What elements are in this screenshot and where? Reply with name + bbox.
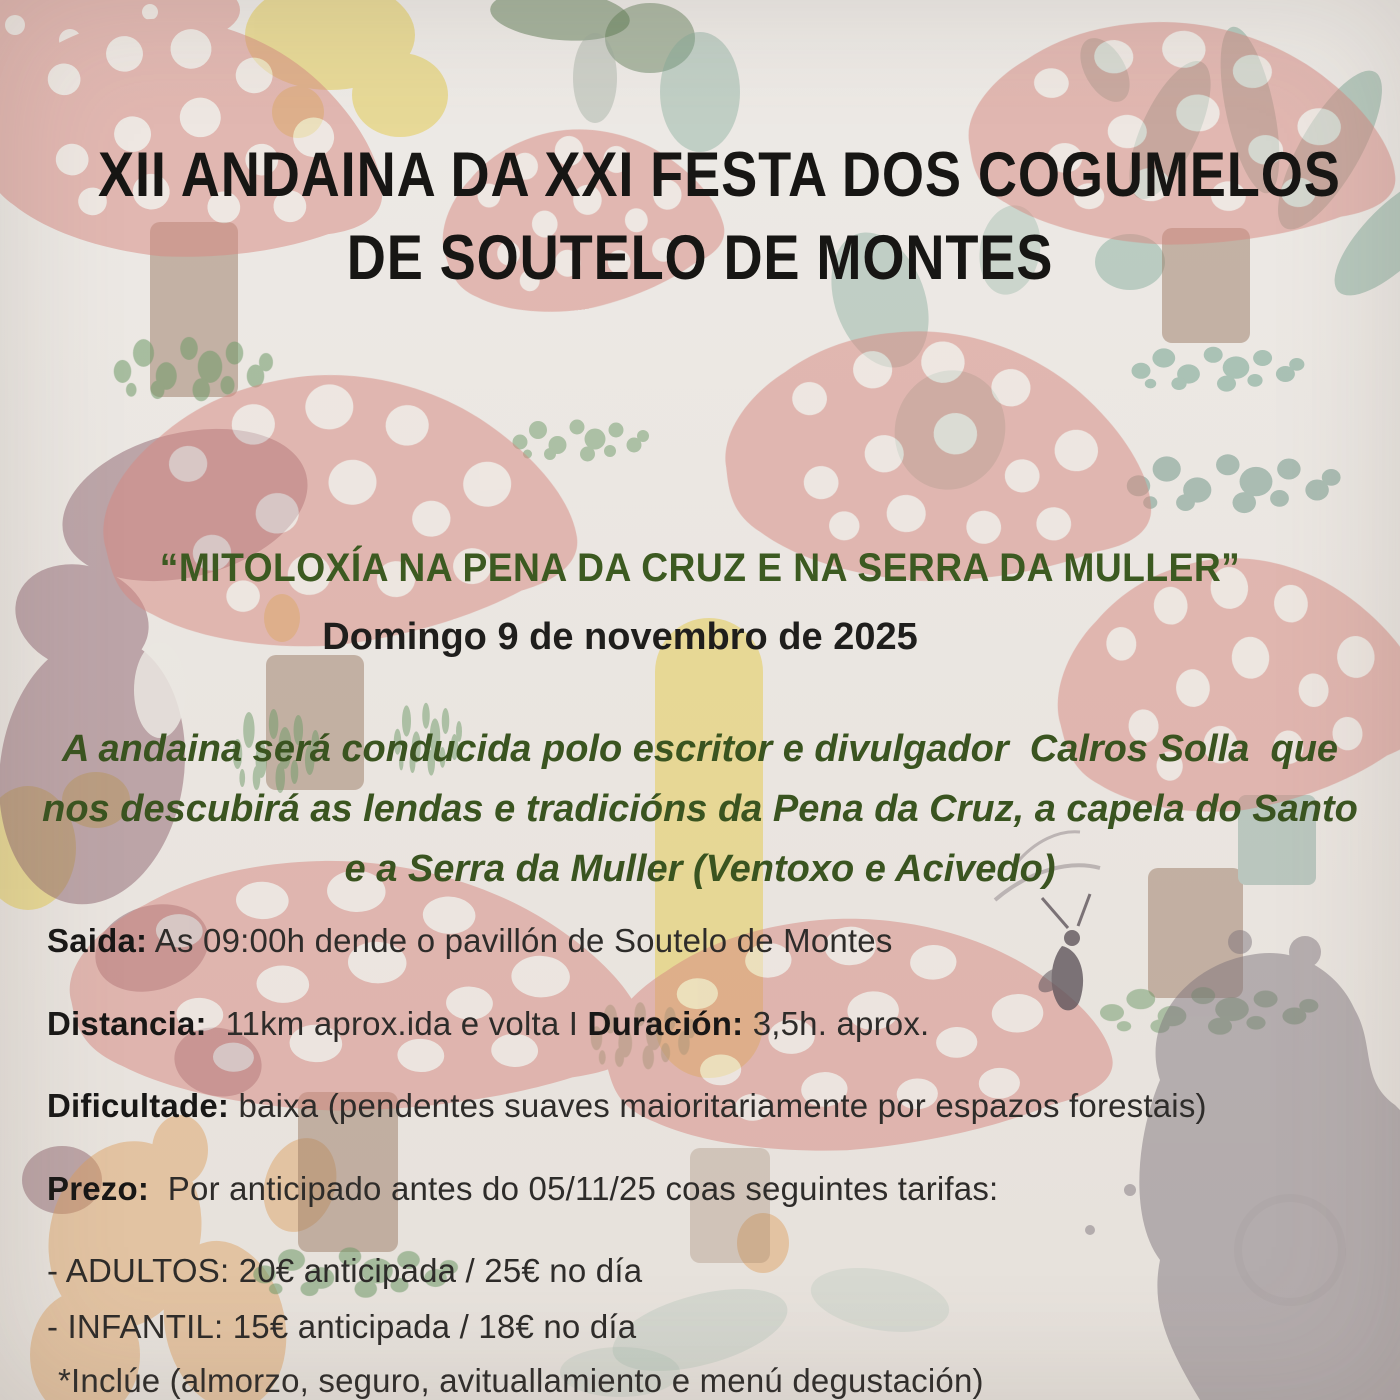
detail-distancia-duracion	[47, 1005, 929, 1043]
duracion-text: 3,5h. aprox.	[743, 1005, 930, 1042]
duracion-label: Duración:	[587, 1005, 744, 1042]
intro-line-2: nos descubirá as lendas e tradicións da Pena da Cruz, a capela do Santo	[42, 788, 1358, 830]
prezo-label: Prezo:	[47, 1170, 150, 1207]
prezo-text: Por anticipado antes do 05/11/25 coas seguintes tarifas:	[149, 1170, 999, 1207]
detail-prezo	[47, 1170, 998, 1208]
saida-label: Saida:	[47, 922, 148, 959]
price-adultos: - ADULTOS: 20€ anticipada / 25€ no día	[47, 1252, 643, 1289]
theme-heading: “MITOLOXÍA NA PENA DA CRUZ E NA SERRA DA MULLER”	[159, 546, 1241, 590]
price-includes-note: *Inclúe (almorzo, seguro, avituallamiento e menú degustación)	[58, 1362, 984, 1399]
title-line-2: DE SOUTELO DE MONTES	[346, 223, 1054, 293]
distancia-text: 11km aprox.ida e volta I	[206, 1005, 588, 1042]
dificultade-text: baixa (pendentes suaves maioritariamente por espazos forestais)	[229, 1087, 1207, 1124]
detail-saida	[47, 922, 893, 960]
saida-text: As 09:00h dende o pavillón de Soutelo de Montes	[147, 922, 893, 959]
event-date: Domingo 9 de novembro de 2025	[322, 616, 918, 658]
distancia-label: Distancia:	[47, 1005, 207, 1042]
detail-dificultade	[47, 1087, 1207, 1125]
price-infantil: - INFANTIL: 15€ anticipada / 18€ no día	[47, 1308, 637, 1345]
intro-line-1: A andaina será conducida polo escritor e divulgador Calros Solla que	[61, 728, 1339, 770]
intro-paragraph	[0, 719, 1400, 899]
intro-line-3: e a Serra da Muller (Ventoxo e Acivedo)	[344, 848, 1056, 890]
poster-title	[0, 134, 1400, 300]
title-line-1: XII ANDAINA DA XXI FESTA DOS COGUMELOS	[98, 140, 1341, 210]
dificultade-label: Dificultade:	[47, 1087, 230, 1124]
